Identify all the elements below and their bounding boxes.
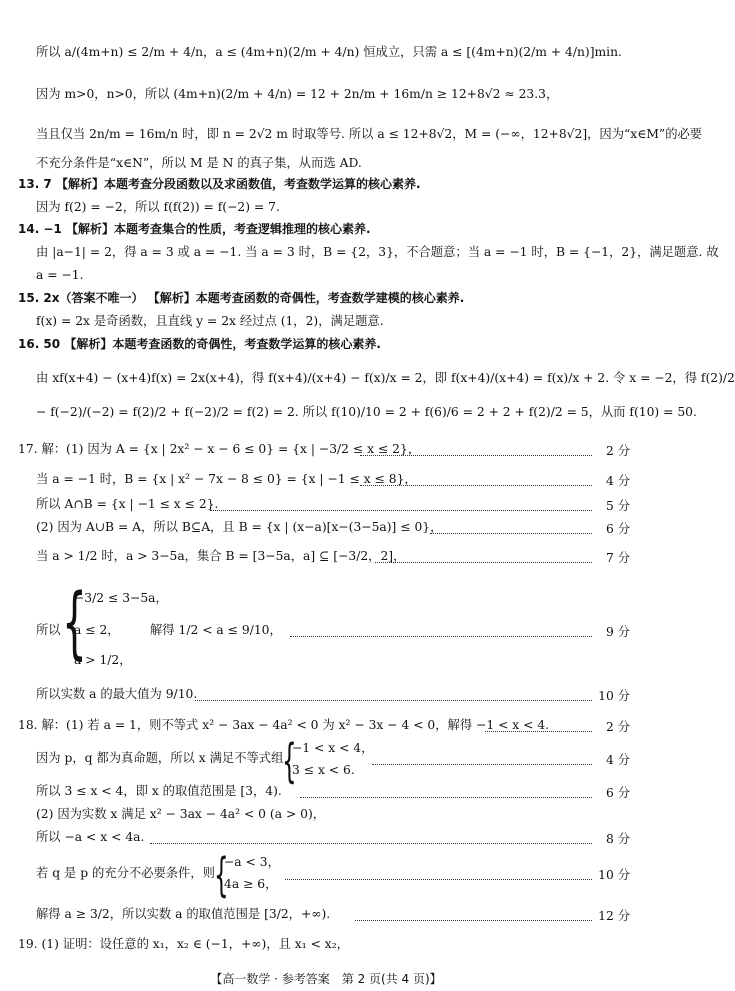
q17-line: (2) 因为 A∪B = A，所以 B⊆A，且 B = {x | (x−a)[x−(3−5a)] ≤ 0}， (36, 520, 443, 534)
score-label: 7 分 (605, 551, 630, 565)
q17-line: 当 a = −1 时，B = {x | x² − 7x − 8 ≤ 0} = {x | −1 ≤ x ≤ 8}， (36, 472, 417, 486)
score-label: 12 分 (598, 909, 630, 923)
text-line: 由 |a−1| = 2，得 a = 3 或 a = −1. 当 a = 3 时，B = {2，3}，不合题意；当 a = −1 时，B = {−1，2}，满足题意. 故 (36, 245, 719, 259)
leader-dots (360, 485, 592, 486)
leader-dots (150, 843, 592, 844)
q17-line: 17. 解：(1) 因为 A = {x | 2x² − x − 6 ≤ 0} = {x | −3/2 ≤ x ≤ 2}， (18, 442, 421, 456)
q17-line: 当 a > 1/2 时，a > 3−5a，集合 B = [3−5a，a] ⊆ [−3/2，2]， (36, 549, 406, 563)
system-brace: { (282, 734, 297, 788)
q18-line: 18. 解：(1) 若 a = 1，则不等式 x² − 3ax − 4a² < 0 为 x² − 3x − 4 < 0，解得 −1 < x < 4. (18, 718, 550, 732)
q18-line: 所以 3 ≤ x < 4，即 x 的取值范围是 [3，4). (36, 784, 282, 798)
leader-dots (355, 920, 592, 921)
text-line: f(x) = 2x 是奇函数，且直线 y = 2x 经过点 (1，2)，满足题意. (36, 314, 384, 328)
score-label: 10 分 (598, 689, 630, 703)
system-row: −1 < x < 4， (292, 741, 374, 755)
q17-line: 所以实数 a 的最大值为 9/10. (36, 687, 198, 701)
text-line: 所以 a/(4m+n) ≤ 2/m + 4/n，a ≤ (4m+n)(2/m + 4/n) 恒成立，只需 a ≤ [(4m+n)(2/m + 4/n)]min. (36, 45, 622, 59)
system-row: a > 1/2， (74, 653, 132, 667)
score-label: 10 分 (598, 868, 630, 882)
answer-13-header: 13. 7 【解析】本题考查分段函数以及求函数值，考查数学运算的核心素养. (18, 177, 421, 191)
leader-dots (300, 797, 592, 798)
leader-dots (210, 510, 592, 511)
text-fragment: 因为 p，q 都为真命题，所以 x 满足不等式组 (36, 751, 284, 765)
leader-dots (485, 731, 592, 732)
score-label: 5 分 (605, 499, 630, 513)
score-label: 2 分 (605, 720, 630, 734)
system-row: −3/2 ≤ 3−5a， (74, 591, 168, 605)
page-footer: 【高一数学 · 参考答案 第 2 页(共 4 页)】 (210, 972, 442, 986)
text-fragment: 解得 1/2 < a ≤ 9/10， (150, 623, 282, 637)
leader-dots (285, 879, 592, 880)
text-fragment: 所以 (36, 623, 61, 637)
score-label: 8 分 (605, 832, 630, 846)
q17-line: 所以 A∩B = {x | −1 ≤ x ≤ 2}. (36, 497, 219, 511)
answer-14-header: 14. −1 【解析】本题考查集合的性质，考查逻辑推理的核心素养. (18, 222, 371, 236)
system-brace: { (214, 848, 229, 902)
score-label: 6 分 (605, 786, 630, 800)
leader-dots (430, 533, 592, 534)
text-line: 因为 f(2) = −2，所以 f(f(2)) = f(−2) = 7. (36, 200, 280, 214)
leader-dots (375, 562, 592, 563)
q18-line: 所以 −a < x < 4a. (36, 830, 145, 844)
text-line: − f(−2)/(−2) = f(2)/2 + f(−2)/2 = f(2) = 2. 所以 f(10)/10 = 2 + f(6)/6 = 2 + 2 + f(2)/2 = 5，从而 f(10) = 50. (36, 405, 697, 419)
leader-dots (195, 700, 592, 701)
score-label: 4 分 (605, 753, 630, 767)
system-brace: { (62, 578, 87, 668)
q18-line: 解得 a ≥ 3/2，所以实数 a 的取值范围是 [3/2，+∞). (36, 907, 331, 921)
system-row: 3 ≤ x < 6. (292, 763, 355, 777)
text-line: 由 xf(x+4) − (x+4)f(x) = 2x(x+4)，得 f(x+4)/(x+4) − f(x)/x = 2，即 f(x+4)/(x+4) = f(x)/x + 2. 令 x = −2，得 f(2)/2 (36, 371, 735, 385)
leader-dots (290, 636, 592, 637)
text-fragment: 若 q 是 p 的充分不必要条件，则 (36, 866, 215, 880)
score-label: 2 分 (605, 444, 630, 458)
score-label: 4 分 (605, 474, 630, 488)
leader-dots (360, 455, 592, 456)
leader-dots (372, 764, 592, 765)
text-line: 当且仅当 2n/m = 16m/n 时，即 n = 2√2 m 时取等号. 所以 a ≤ 12+8√2，M = (−∞，12+8√2]，因为“x∈M”的必要 (36, 127, 703, 141)
answer-15-header: 15. 2x（答案不唯一） 【解析】本题考查函数的奇偶性，考查数学建模的核心素养. (18, 291, 465, 305)
q18-line: (2) 因为实数 x 满足 x² − 3ax − 4a² < 0 (a > 0)， (36, 807, 326, 821)
score-label: 9 分 (605, 625, 630, 639)
system-row: −a < 3， (224, 855, 280, 869)
text-line: a = −1. (36, 268, 84, 282)
text-line: 因为 m>0，n>0，所以 (4m+n)(2/m + 4/n) = 12 + 2n/m + 16m/n ≥ 12+8√2 ≈ 23.3， (36, 87, 559, 101)
system-row: 4a ≥ 6， (224, 877, 278, 891)
text-line: 不充分条件是“x∈N”，所以 M 是 N 的真子集，从而选 AD. (36, 156, 362, 170)
q19-line: 19. (1) 证明：设任意的 x₁，x₂ ∈ (−1，+∞)，且 x₁ < x₂， (18, 937, 349, 951)
score-label: 6 分 (605, 522, 630, 536)
answer-16-header: 16. 50 【解析】本题考查函数的奇偶性，考查数学运算的核心素养. (18, 337, 381, 351)
system-row: a ≤ 2， (74, 623, 120, 637)
